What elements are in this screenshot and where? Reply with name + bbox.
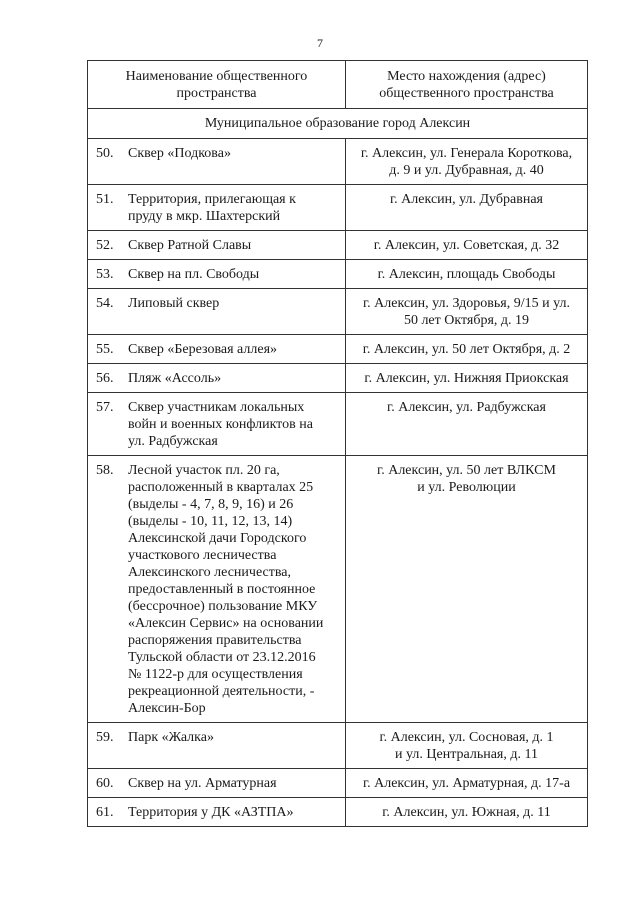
name-cell bbox=[88, 364, 346, 393]
space-address: г. Алексин, ул. Дубравная bbox=[390, 192, 543, 207]
address-cell bbox=[346, 723, 588, 769]
name-cell bbox=[88, 231, 346, 260]
table-row bbox=[88, 289, 588, 335]
space-address: г. Алексин, площадь Свободы bbox=[377, 267, 556, 282]
address-cell bbox=[346, 231, 588, 260]
row-number: 52. bbox=[96, 238, 114, 253]
row-number: 58. bbox=[96, 463, 114, 478]
table-row bbox=[88, 260, 588, 289]
row-number: 61. bbox=[96, 805, 114, 820]
table-row bbox=[88, 231, 588, 260]
column-header-address: Место нахождения (адрес) общественного пространства bbox=[346, 61, 588, 109]
name-cell bbox=[88, 335, 346, 364]
page-number: 7 bbox=[317, 36, 323, 50]
address-cell bbox=[346, 260, 588, 289]
row-number: 53. bbox=[96, 267, 114, 282]
space-address: г. Алексин, ул. Генерала Короткова, д. 9 и ул. Дубравная, д. 40 bbox=[360, 146, 573, 178]
space-address: г. Алексин, ул. Сосновая, д. 1 и ул. Центральная, д. 11 bbox=[379, 730, 554, 762]
space-address: г. Алексин, ул. 50 лет ВЛКСМ и ул. Революции bbox=[377, 463, 556, 495]
space-name: Парк «Жалка» bbox=[128, 730, 214, 745]
public-spaces-table bbox=[87, 60, 588, 827]
table-row bbox=[88, 798, 588, 827]
name-cell bbox=[88, 260, 346, 289]
address-cell bbox=[346, 289, 588, 335]
space-name: Липовый сквер bbox=[128, 296, 220, 311]
row-number: 56. bbox=[96, 371, 114, 386]
space-name: Территория, прилегающая к пруду в мкр. Шахтерский bbox=[128, 192, 296, 224]
table-header-row bbox=[88, 61, 588, 109]
name-cell bbox=[88, 393, 346, 456]
name-cell bbox=[88, 139, 346, 185]
address-cell bbox=[346, 335, 588, 364]
space-address: г. Алексин, ул. Арматурная, д. 17-а bbox=[362, 776, 571, 791]
name-cell bbox=[88, 185, 346, 231]
table-row bbox=[88, 185, 588, 231]
address-cell bbox=[346, 393, 588, 456]
table-row bbox=[88, 723, 588, 769]
table-row bbox=[88, 393, 588, 456]
address-cell bbox=[346, 769, 588, 798]
row-number: 55. bbox=[96, 342, 114, 357]
table-row bbox=[88, 456, 588, 723]
table-row bbox=[88, 139, 588, 185]
space-name: Сквер участникам локальных войн и военных конфликтов на ул. Радбужская bbox=[128, 400, 313, 449]
address-cell bbox=[346, 139, 588, 185]
space-name: Сквер на пл. Свободы bbox=[128, 267, 260, 282]
row-number: 57. bbox=[96, 400, 114, 415]
name-cell bbox=[88, 769, 346, 798]
section-row bbox=[88, 109, 588, 139]
column-header-name: Наименование общественного пространства bbox=[88, 61, 346, 109]
space-address: г. Алексин, ул. Здоровья, 9/15 и ул. 50 лет Октября, д. 19 bbox=[363, 296, 570, 328]
address-cell bbox=[346, 798, 588, 827]
name-cell bbox=[88, 798, 346, 827]
space-address: г. Алексин, ул. Нижняя Приокская bbox=[364, 371, 569, 386]
table-row bbox=[88, 335, 588, 364]
row-number: 50. bbox=[96, 146, 114, 161]
space-name: Территория у ДК «АЗТПА» bbox=[128, 805, 294, 820]
section-title: Муниципальное образование город Алексин bbox=[88, 109, 588, 139]
row-number: 60. bbox=[96, 776, 114, 791]
space-name: Пляж «Ассоль» bbox=[128, 371, 222, 386]
space-name: Сквер «Подкова» bbox=[128, 146, 231, 161]
address-cell bbox=[346, 364, 588, 393]
space-name: Сквер Ратной Славы bbox=[128, 238, 252, 253]
table-row bbox=[88, 364, 588, 393]
name-cell bbox=[88, 723, 346, 769]
space-address: г. Алексин, ул. Советская, д. 32 bbox=[373, 238, 560, 253]
name-cell bbox=[88, 456, 346, 723]
address-cell bbox=[346, 456, 588, 723]
space-address: г. Алексин, ул. 50 лет Октября, д. 2 bbox=[362, 342, 571, 357]
address-cell bbox=[346, 185, 588, 231]
space-address: г. Алексин, ул. Радбужская bbox=[387, 400, 546, 415]
name-cell bbox=[88, 289, 346, 335]
row-number: 51. bbox=[96, 192, 114, 207]
table-row bbox=[88, 769, 588, 798]
space-name: Лесной участок пл. 20 га, расположенный в кварталах 25 (выделы - 4, 7, 8, 9, 16) и 26 (выделы - 10, 11, 12, 13, 14) Алексинской дачи Городского участкового лесничества Алексинского лесничества, предоставленный в постоянное (бессрочное) пользование МКУ «Алексин Сервис» на основании распоряжения правительства Тульской области от 23.12.2016 № 1122-р для осуществления рекреационной деятельности, - Алексин-Бор bbox=[128, 463, 324, 716]
space-name: Сквер «Березовая аллея» bbox=[128, 342, 278, 357]
space-address: г. Алексин, ул. Южная, д. 11 bbox=[382, 805, 551, 820]
space-name: Сквер на ул. Арматурная bbox=[128, 776, 277, 791]
row-number: 59. bbox=[96, 730, 114, 745]
row-number: 54. bbox=[96, 296, 114, 311]
